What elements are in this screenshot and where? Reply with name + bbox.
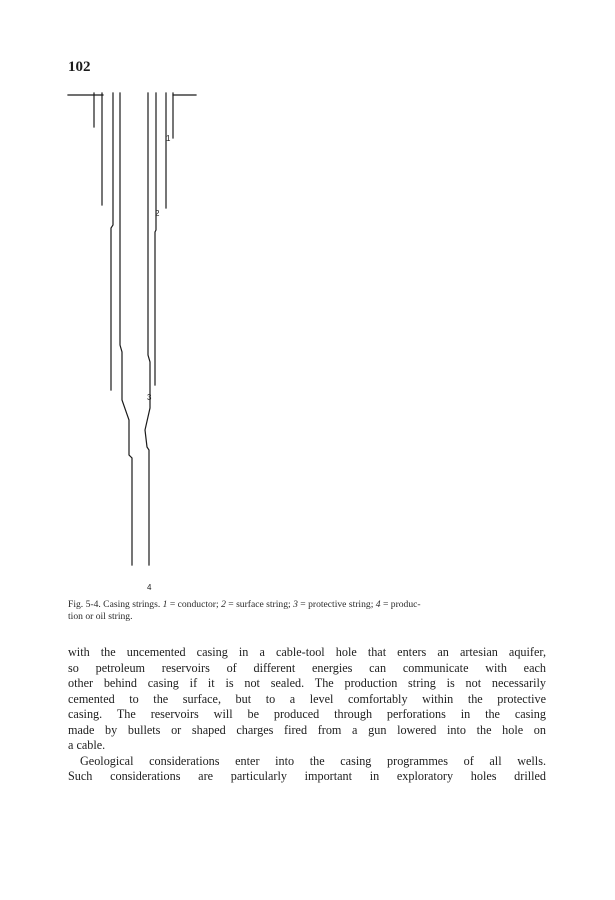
caption-line-2: tion or oil string. bbox=[68, 611, 133, 622]
label-surface-string: 2 bbox=[155, 209, 160, 218]
production-string-left bbox=[120, 93, 132, 565]
caption-num-4: 4 bbox=[375, 599, 381, 610]
caption-text-2: = surface string; bbox=[225, 599, 294, 610]
body-line: casing. The reservoirs will be produced through perforations in the casing bbox=[68, 707, 546, 721]
caption-num-1: 1 bbox=[162, 599, 168, 610]
figure-caption bbox=[68, 599, 546, 623]
caption-num-2: 2 bbox=[221, 599, 226, 610]
production-string-right bbox=[145, 93, 150, 565]
caption-text-4: = produc- bbox=[380, 599, 421, 610]
protective-string-left bbox=[111, 93, 113, 390]
body-text bbox=[68, 645, 546, 785]
body-line: Such considerations are particularly important in exploratory holes drilled bbox=[68, 769, 546, 783]
page-number: 102 bbox=[68, 59, 91, 75]
body-line: other behind casing if it is not sealed. The production string is not necessarily bbox=[68, 676, 546, 690]
body-line: Geological considerations enter into the casing programmes of all wells. bbox=[80, 753, 546, 768]
protective-string-right bbox=[155, 93, 156, 385]
label-production-string: 4 bbox=[147, 583, 152, 592]
body-line: so petroleum reservoirs of different energies can communicate with each bbox=[68, 660, 546, 675]
body-line: cemented to the surface, but to a level comfortably within the protective bbox=[68, 691, 546, 706]
label-conductor: 1 bbox=[166, 134, 171, 143]
body-line: made by bullets or shaped charges fired from a gun lowered into the hole on bbox=[68, 722, 546, 737]
body-line: with the uncemented casing in a cable-tool hole that enters an artesian aquifer, bbox=[68, 645, 546, 659]
caption-text-3: = protective string; bbox=[297, 599, 376, 610]
label-protective-string: 3 bbox=[147, 393, 152, 402]
caption-text-1: = conductor; bbox=[167, 599, 222, 610]
body-line: a cable. bbox=[68, 738, 106, 752]
caption-num-3: 3 bbox=[293, 599, 298, 610]
caption-lead: Fig. 5-4. Casing strings. bbox=[68, 599, 161, 610]
